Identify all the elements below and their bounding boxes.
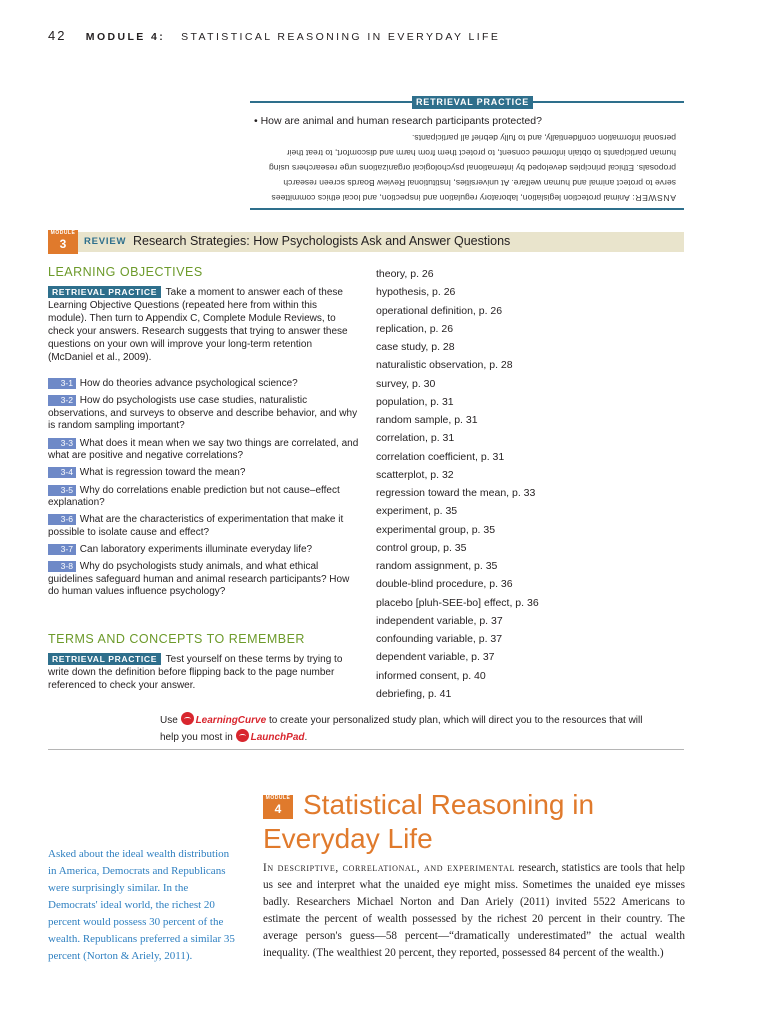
term-item[interactable]: experimental group, p. 35 xyxy=(376,523,496,536)
page-number: 42 xyxy=(48,28,67,43)
promo-end: . xyxy=(304,732,308,743)
answer-label: ANSWER: xyxy=(631,193,676,203)
terms-intro xyxy=(48,653,358,692)
module-badge xyxy=(48,230,78,254)
list-item xyxy=(48,467,360,480)
term-item[interactable]: double-blind procedure, p. 36 xyxy=(376,578,513,591)
list-item xyxy=(48,561,360,599)
term-item[interactable]: confounding variable, p. 37 xyxy=(376,633,503,645)
objective-text: Can laboratory experiments illuminate everyday life? xyxy=(79,544,313,556)
objective-number: 3-8 xyxy=(48,561,76,572)
objective-number: 3-2 xyxy=(48,395,76,406)
margin-note: Asked about the ideal wealth distribution in America, Democrats and Republicans were surprisingly similar. In the Democrats' ideal world, the richest 20 percent would possess 30 percent of the wealth. Republicans preferred a similar 35 percent (Norton & Ariely, 2011). xyxy=(48,848,235,962)
term-item[interactable]: survey, p. 30 xyxy=(376,377,436,390)
upside-down-answer xyxy=(254,130,676,205)
section-divider xyxy=(48,749,684,750)
list-item xyxy=(48,514,360,539)
term-item[interactable]: dependent variable, p. 37 xyxy=(376,651,495,664)
term-item[interactable]: population, p. 31 xyxy=(376,395,454,408)
retrieval-practice-box xyxy=(250,96,684,210)
answer-text: Animal protection legislation, laboratory regulation and inspection, and local ethics committees serve to protect animal and human welfare. At universities, Institutional Review Boards screen research proposals. Ethical principles developed by international psychological organizations urge researchers using human participants to obtain informed consent, to protect them from harm and discomfort, to treat their personal information confidentially, and to fully debrief all participants. xyxy=(268,133,676,203)
body-lead-in: In descriptive, correlational, and experimental xyxy=(263,862,515,874)
retrieval-question: • How are animal and human research participants protected? xyxy=(254,115,542,127)
term-item[interactable]: independent variable, p. 37 xyxy=(376,614,503,627)
learning-objectives-intro xyxy=(48,286,358,364)
list-item xyxy=(48,544,360,557)
list-item xyxy=(48,395,360,433)
review-title: Research Strategies: How Psychologists Ask and Answer Questions xyxy=(133,234,511,248)
term-item[interactable]: informed consent, p. 40 xyxy=(376,669,486,682)
retrieval-practice-tag: RETRIEVAL PRACTICE xyxy=(48,286,161,298)
review-label: REVIEW xyxy=(84,236,127,247)
term-item[interactable]: replication, p. 26 xyxy=(376,322,454,335)
list-item xyxy=(48,438,360,463)
module-word: MODULE xyxy=(50,230,76,236)
list-item xyxy=(48,485,360,510)
objective-text: How do theories advance psychological science? xyxy=(79,378,298,389)
term-item[interactable]: operational definition, p. 26 xyxy=(376,304,503,317)
intro-text: Take a moment to answer each of these Learning Objective Questions (repeated here from within this module). Then turn to Appendix C, Complete Module Reviews, to check your answers. Research suggests that trying to answer these questions on your own will improve your long-term retention (McDaniel et al., 2009). xyxy=(48,287,348,363)
learningcurve-logo-icon xyxy=(181,712,194,725)
module-review-bar xyxy=(48,232,684,252)
objective-number: 3-5 xyxy=(48,485,76,496)
retrieval-practice-tag: RETRIEVAL PRACTICE xyxy=(412,96,533,109)
body-text: research, statistics are tools that help us see and interpret what the unaided eye might miss. Sometimes the unaided eye misses badly. Researchers Michael Norton and Dan Ariely (2011) invited 5522 Americans to estimate the percent of wealth possessed by the richest 20 percent in their country. The average person's guess—58 percent—“dramatically underestimated” the actual wealth inequality. (The wealthiest 20 percent, they reported, possessed 84 percent of the wealth.) xyxy=(263,862,686,959)
running-head xyxy=(48,28,728,44)
body-paragraph xyxy=(263,860,685,962)
module-title-line1: Statistical Reasoning in xyxy=(303,789,595,820)
module-number: 4 xyxy=(274,802,282,816)
module-title xyxy=(263,788,693,856)
objective-number: 3-7 xyxy=(48,544,76,555)
term-item[interactable]: scatterplot, p. 32 xyxy=(376,468,454,481)
terms-list xyxy=(376,265,676,703)
promo-text: to create your personalized study plan, which will direct you to the resources that will help you most in xyxy=(160,715,643,743)
term-item[interactable]: control group, p. 35 xyxy=(376,541,467,554)
learningcurve-promo xyxy=(160,712,660,746)
running-head-title: STATISTICAL REASONING IN EVERYDAY LIFE xyxy=(181,31,501,43)
objective-text: How do psychologists use case studies, naturalistic observations, and surveys to observe and describe behavior, and why is random sampling important? xyxy=(48,395,358,432)
term-item[interactable]: correlation coefficient, p. 31 xyxy=(376,450,505,463)
module-title-line2: Everyday Life xyxy=(263,823,433,854)
promo-use: Use xyxy=(160,715,178,726)
box-bottom-rule xyxy=(250,208,684,210)
objective-number: 3-3 xyxy=(48,438,76,449)
term-item[interactable]: correlation, p. 31 xyxy=(376,432,455,445)
list-item xyxy=(48,378,360,391)
learning-objectives-heading: LEARNING OBJECTIVES xyxy=(48,265,203,279)
objective-number: 3-4 xyxy=(48,467,76,478)
term-item[interactable]: regression toward the mean, p. 33 xyxy=(376,487,536,499)
term-item[interactable]: naturalistic observation, p. 28 xyxy=(376,359,513,372)
term-item[interactable]: case study, p. 28 xyxy=(376,341,455,353)
objective-text: What does it mean when we say two things are correlated, and what are positive and negative correlations? xyxy=(48,437,359,462)
launchpad-link[interactable]: LaunchPad xyxy=(250,732,305,743)
module-number: 3 xyxy=(59,237,67,251)
learningcurve-link[interactable]: LearningCurve xyxy=(195,715,267,726)
term-item[interactable]: random sample, p. 31 xyxy=(376,414,478,426)
module-word: MODULE xyxy=(265,795,291,801)
running-head-module: MODULE 4: xyxy=(85,31,166,43)
launchpad-logo-icon xyxy=(236,729,249,742)
term-item[interactable]: experiment, p. 35 xyxy=(376,505,458,518)
term-item[interactable]: placebo [pluh-SEE-bo] effect, p. 36 xyxy=(376,596,539,609)
term-item[interactable]: hypothesis, p. 26 xyxy=(376,286,456,299)
objective-text: Why do psychologists study animals, and what ethical guidelines safeguard human and animal research participants? How do human values influence psychology? xyxy=(48,561,350,598)
objective-text: Why do correlations enable prediction but not cause–effect explanation? xyxy=(48,484,340,509)
objective-number: 3-1 xyxy=(48,378,76,389)
retrieval-practice-tag: RETRIEVAL PRACTICE xyxy=(48,653,161,665)
objective-text: What is regression toward the mean? xyxy=(79,467,246,479)
term-item[interactable]: theory, p. 26 xyxy=(376,268,434,280)
term-item[interactable]: random assignment, p. 35 xyxy=(376,560,498,572)
objective-list xyxy=(48,378,360,604)
terms-heading: TERMS AND CONCEPTS TO REMEMBER xyxy=(48,632,305,646)
objective-text: What are the characteristics of experimentation that make it possible to isolate cause and effect? xyxy=(48,514,344,538)
objective-number: 3-6 xyxy=(48,514,76,525)
intro-text: Test yourself on these terms by trying to write down the definition before flipping back to the page number referenced to check your answer. xyxy=(48,654,343,691)
term-item[interactable]: debriefing, p. 41 xyxy=(376,687,452,700)
